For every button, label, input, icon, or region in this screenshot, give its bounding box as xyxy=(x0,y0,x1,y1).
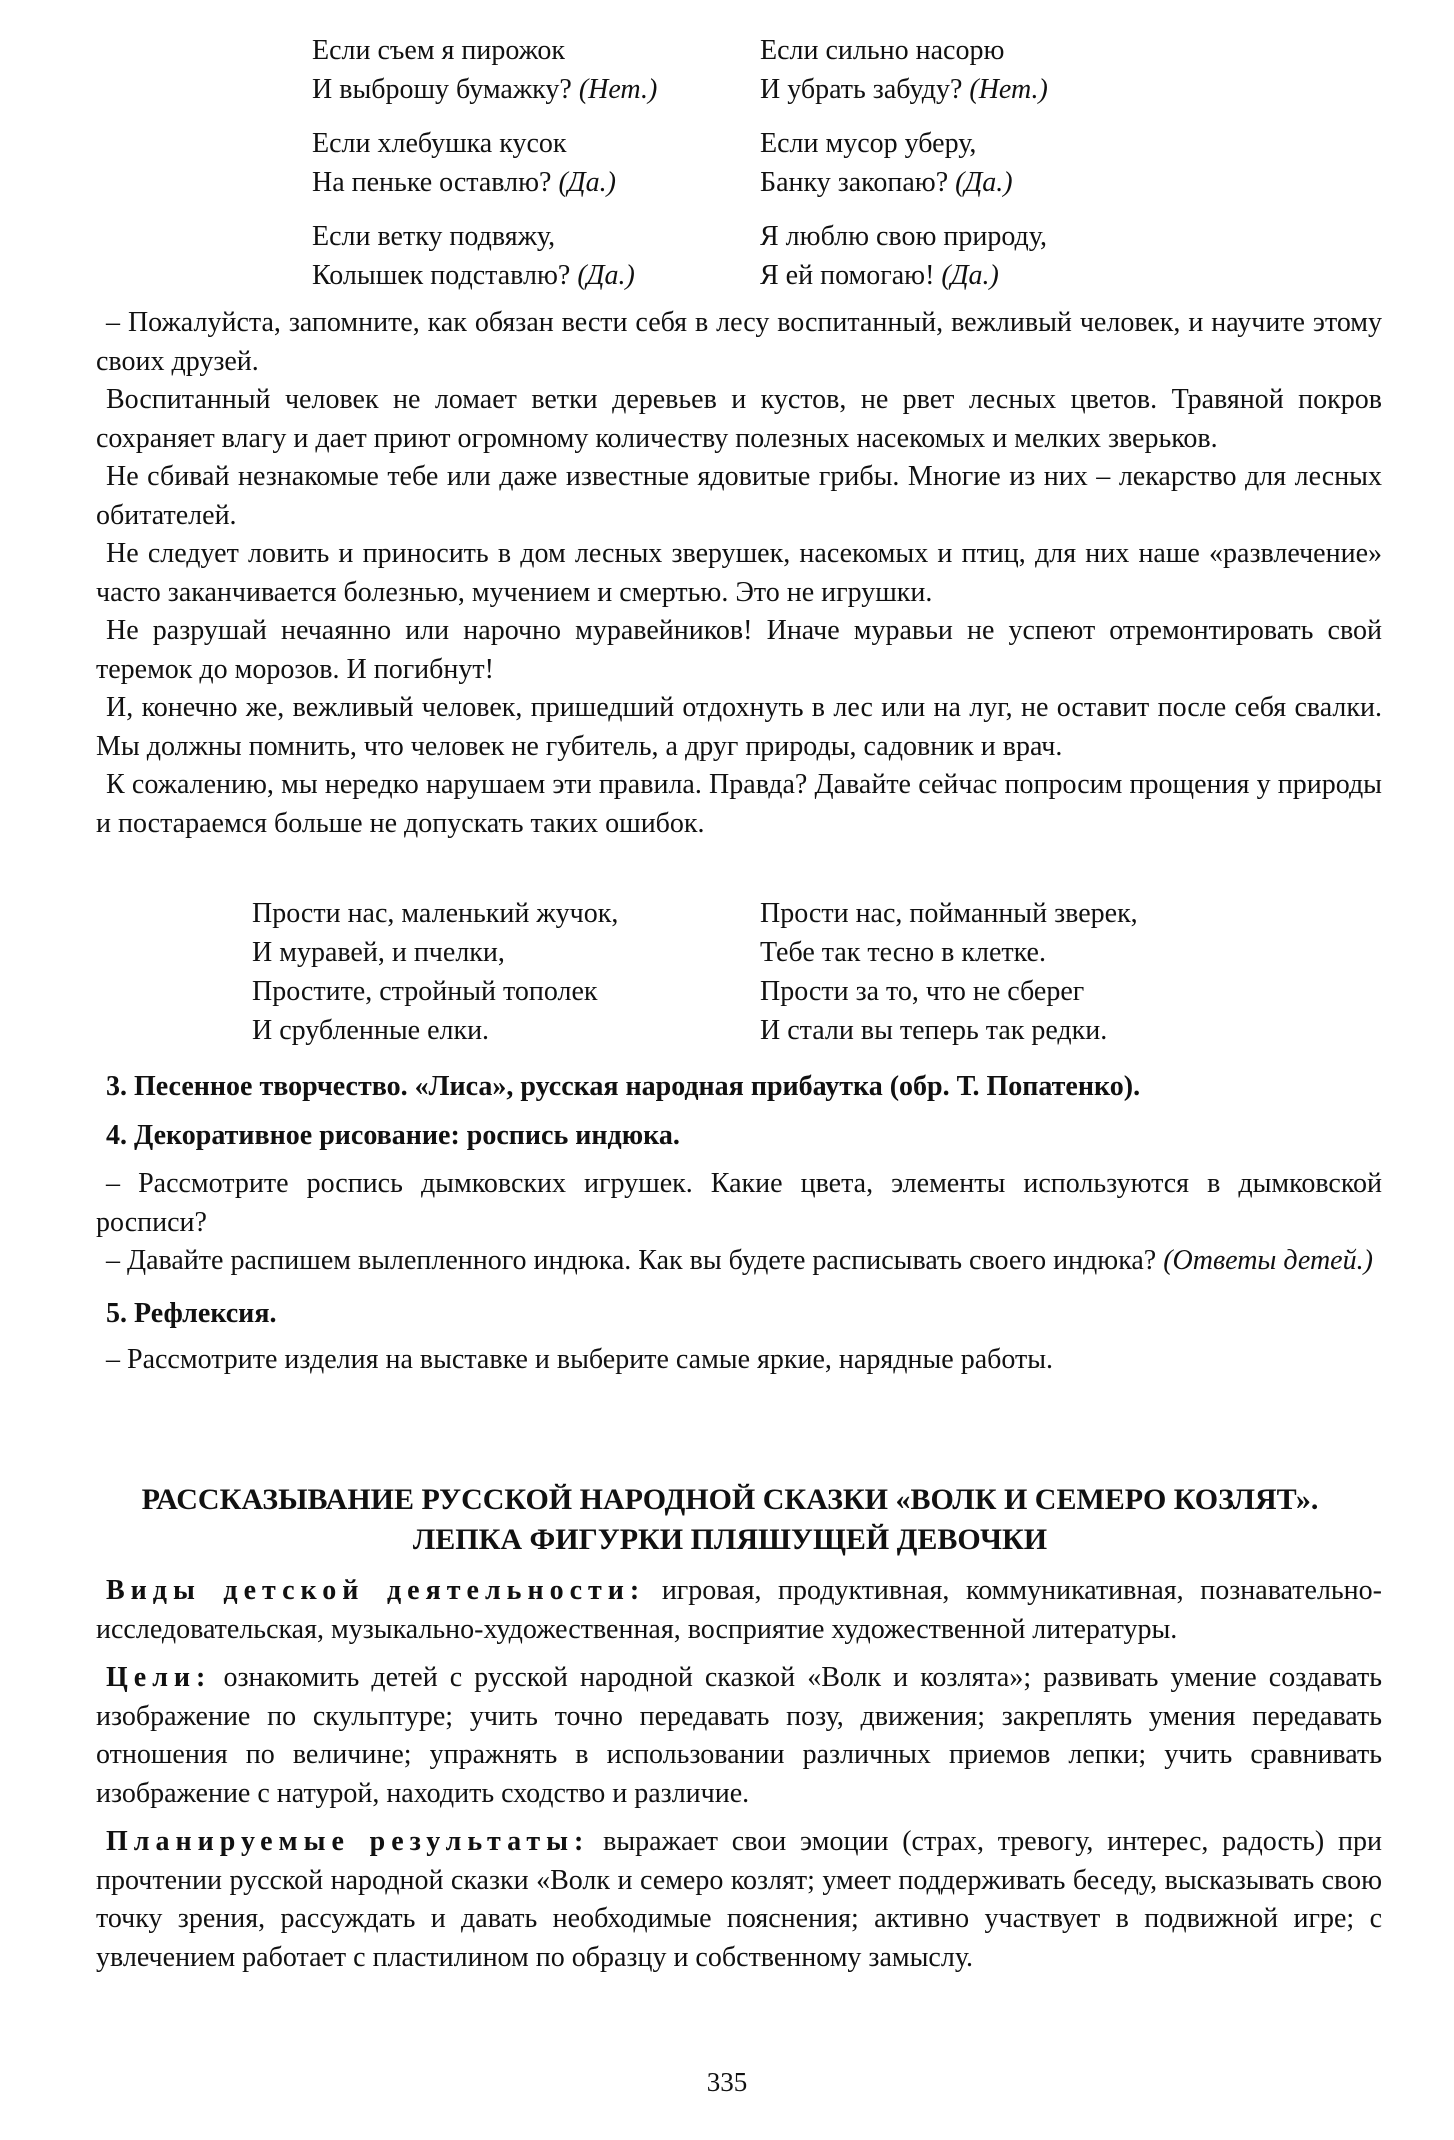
goals-label: Цели: xyxy=(106,1662,212,1693)
activities-paragraph: Виды детской деятельности: игровая, продуктивная, коммуникативная, познавательно-исследовательская, музыкально-художественная, восприятие художественной литературы. xyxy=(96,1575,1382,1645)
poem-line: Простите, стройный тополек xyxy=(252,976,598,1007)
poem-line: Если ветку подвяжу, xyxy=(312,221,556,252)
lesson-steps xyxy=(96,1068,1382,1380)
paragraph: К сожалению, мы нередко нарушаем эти правила. Правда? Давайте сейчас попросим прощения у природы и постараемся больше не допускать таких ошибок. xyxy=(96,769,1382,839)
paragraph: И, конечно же, вежливый человек, пришедший отдохнуть в лес или на луг, не оставит после себя свалки. Мы должны помнить, что человек не губитель, а друг природы, садовник и врач. xyxy=(96,692,1382,762)
paragraph: Не следует ловить и приносить в дом лесных зверушек, насекомых и птиц, для них наше «развлечение» часто заканчивается болезнью, мучением и смертью. Это не игрушки. xyxy=(96,538,1382,608)
step-heading: 3. Песенное творчество. «Лиса», русская народная прибаутка (обр. Т. Попатенко). xyxy=(106,1071,1141,1102)
poem-line: И убрать забуду? (Нет.) xyxy=(760,74,1048,105)
poem-stanza xyxy=(760,31,1048,109)
step-heading: 5. Рефлексия. xyxy=(106,1297,277,1329)
page-number: 335 xyxy=(706,2067,748,2097)
poem-line: Если сильно насорю xyxy=(760,35,1005,66)
poem-riddle-right xyxy=(760,31,1048,295)
poem-stanza xyxy=(312,31,657,109)
poem-line: И муравей, и пчелки, xyxy=(252,937,505,968)
poem-apology-left xyxy=(252,894,618,1050)
poem-line: Прости нас, маленький жучок, xyxy=(252,898,619,929)
poem-stanza xyxy=(760,217,1048,295)
poem-line: Я ей помогаю! (Да.) xyxy=(760,260,999,291)
paragraph: Воспитанный человек не ломает ветки деревьев и кустов, не рвет лесных цветов. Травяной покров сохраняет влагу и дает приют огромному количеству полезных насекомых и мелких зверьков. xyxy=(96,384,1382,454)
poem-line: Если мусор уберу, xyxy=(760,128,977,159)
activities-label: Виды детской деятельности: xyxy=(106,1575,646,1606)
poem-line: И стали вы теперь так редки. xyxy=(760,1015,1108,1046)
poem-riddle-left xyxy=(312,31,657,295)
poem-stanza xyxy=(760,124,1048,202)
paragraph: Не сбивай незнакомые тебе или даже известные ядовитые грибы. Многие из них – лекарство для лесных обитателей. xyxy=(96,461,1382,531)
poem-line: Если съем я пирожок xyxy=(312,35,565,66)
poem-apology-right xyxy=(760,894,1138,1050)
paragraph: – Рассмотрите роспись дымковских игрушек. Какие цвета, элементы используются в дымковской росписи? xyxy=(96,1168,1382,1238)
paragraph: – Рассмотрите изделия на выставке и выберите самые яркие, нарядные работы. xyxy=(106,1344,1054,1375)
lesson-description xyxy=(96,1572,1382,1977)
poem-line: Я люблю свою природу, xyxy=(760,221,1047,252)
goals-paragraph: Цели: ознакомить детей с русской народной сказкой «Волк и козлята»; развивать умение создавать изображение по скульптуре; учить точно передавать позу, движения; закреплять умения передавать отношения по величине; упражнять в использовании различных приемов лепки; учить сравнивать изображение с натурой, находить сходство и различие. xyxy=(96,1662,1382,1809)
paragraph: Не разрушай нечаянно или нарочно муравейников! Иначе муравьи не успеют отремонтировать свой теремок до морозов. И погибнут! xyxy=(96,615,1382,685)
title-line: ЛЕПКА ФИГУРКИ ПЛЯШУЩЕЙ ДЕВОЧКИ xyxy=(412,1523,1048,1556)
results-paragraph: Планируемые результаты: выражает свои эмоции (страх, тревогу, интерес, радость) при прочтении русской народной сказки «Волк и семеро козлят; умеет поддерживать беседу, высказывать свою точку зрения, рассуждать и давать необходимые пояснения; активно участвует в подвижной игре; с увлечением работает с пластилином по образцу и собственному замыслу. xyxy=(96,1826,1382,1973)
poem-line: Если хлебушка кусок xyxy=(312,128,567,159)
poem-stanza xyxy=(312,124,657,202)
lesson-title xyxy=(80,1480,1380,1560)
poem-line: Тебе так тесно в клетке. xyxy=(760,937,1046,968)
results-label: Планируемые результаты: xyxy=(106,1826,590,1857)
poem-stanza xyxy=(312,217,657,295)
forest-rules-text xyxy=(96,304,1382,843)
poem-line: Прости нас, пойманный зверек, xyxy=(760,898,1138,929)
poem-line: Прости за то, что не сберег xyxy=(760,976,1085,1007)
poem-line: На пеньке оставлю? (Да.) xyxy=(312,167,616,198)
paragraph: – Пожалуйста, запомните, как обязан вести себя в лесу воспитанный, вежливый человек, и научите этому своих друзей. xyxy=(96,307,1382,377)
step-heading: 4. Декоративное рисование: роспись индюка. xyxy=(106,1119,680,1151)
poem-line: Колышек подставлю? (Да.) xyxy=(312,260,635,291)
poem-line: Банку закопаю? (Да.) xyxy=(760,167,1013,198)
poem-line: И выброшу бумажку? (Нет.) xyxy=(312,74,658,105)
poem-line: И срубленные елки. xyxy=(252,1015,490,1046)
title-line: РАССКАЗЫВАНИЕ РУССКОЙ НАРОДНОЙ СКАЗКИ «ВОЛК И СЕМЕРО КОЗЛЯТ». xyxy=(141,1483,1319,1516)
paragraph: – Давайте распишем вылепленного индюка. Как вы будете расписывать своего индюка? (Ответы детей.) xyxy=(106,1245,1373,1276)
